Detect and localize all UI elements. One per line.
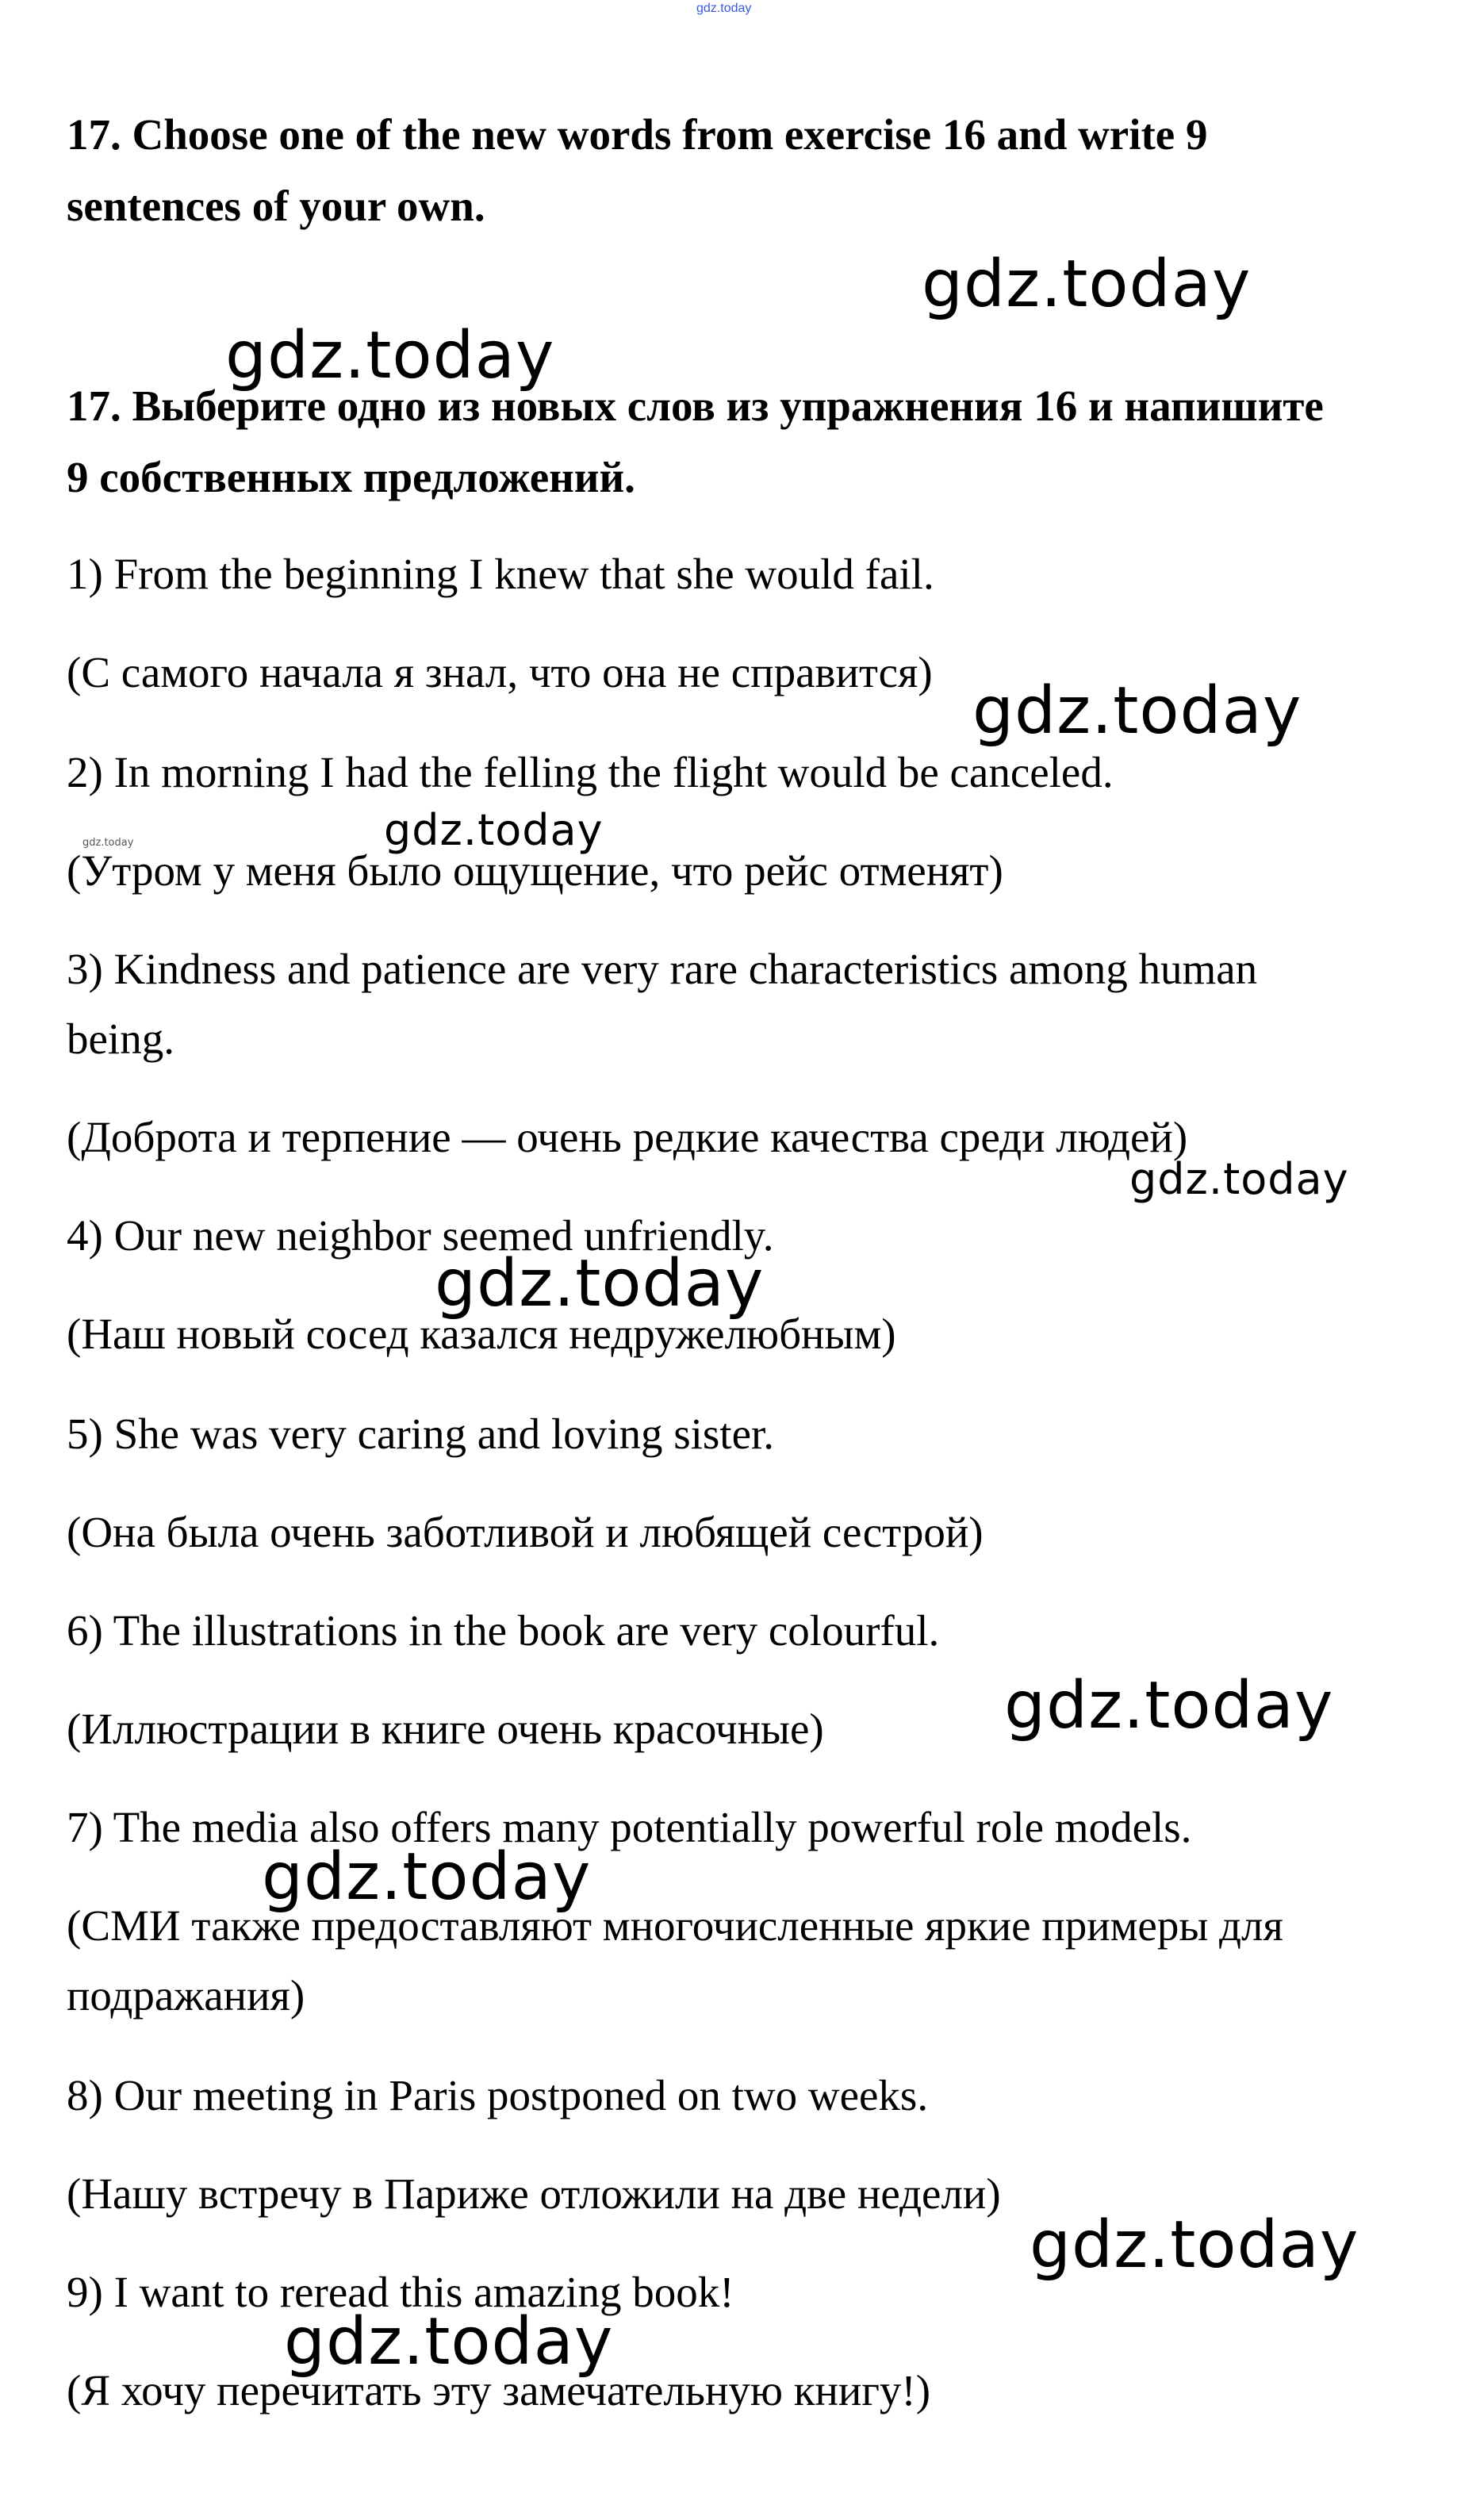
sentence-8-en: 8) Our meeting in Paris postponed on two weeks. bbox=[67, 2071, 929, 2119]
watermark: gdz.today bbox=[284, 2304, 614, 2380]
sentence-8-ru: (Нашу встречу в Париже отложили на две недели) bbox=[67, 2169, 1001, 2218]
sentence-7-ru-line-1: (СМИ также предоставляют многочисленные яркие примеры для bbox=[67, 1901, 1283, 1950]
task-heading-ru-line-2: 9 собственных предложений. bbox=[67, 453, 635, 501]
sentence-7-en: 7) The media also offers many potentially powerful role models. bbox=[67, 1803, 1192, 1851]
watermark: gdz.today bbox=[435, 1246, 765, 1321]
sentence-3-ru: (Доброта и терпение — очень редкие качества среди людей) bbox=[67, 1113, 1188, 1161]
sentence-1-ru: (С самого начала я знал, что она не справится) bbox=[67, 648, 933, 696]
watermark: gdz.today bbox=[922, 247, 1252, 322]
watermark: gdz.today bbox=[1004, 1668, 1334, 1743]
sentence-5-en: 5) She was very caring and loving sister. bbox=[67, 1410, 775, 1458]
sentence-9-en: 9) I want to reread this amazing book! bbox=[67, 2268, 734, 2316]
watermark: gdz.today bbox=[82, 837, 134, 849]
sentence-9-ru: (Я хочу перечитать эту замечательную книгу!) bbox=[67, 2366, 931, 2415]
watermark: gdz.today bbox=[1030, 2207, 1359, 2283]
sentence-3-en-line-1: 3) Kindness and patience are very rare characteristics among human bbox=[67, 945, 1258, 993]
sentence-4-en: 4) Our new neighbor seemed unfriendly. bbox=[67, 1211, 774, 1260]
sentence-7-ru-line-2: подражания) bbox=[67, 1971, 305, 2019]
task-heading-en-line-2: sentences of your own. bbox=[67, 182, 485, 230]
sentence-4-ru: (Наш новый сосед казался недружелюбным) bbox=[67, 1310, 896, 1358]
sentence-6-ru: (Иллюстрации в книге очень красочные) bbox=[67, 1705, 824, 1753]
sentence-2-en: 2) In morning I had the felling the flight would be canceled. bbox=[67, 748, 1114, 796]
source-mark: gdz.today bbox=[696, 2, 752, 15]
task-heading-en-line-1: 17. Choose one of the new words from exercise 16 and write 9 bbox=[67, 110, 1208, 159]
sentence-5-ru: (Она была очень заботливой и любящей сестрой) bbox=[67, 1508, 984, 1556]
sentence-3-en-line-2: being. bbox=[67, 1015, 174, 1063]
sentence-2-ru: (Утром у меня было ощущение, что рейс отменят) bbox=[67, 846, 1003, 895]
watermark: gdz.today bbox=[1129, 1154, 1349, 1204]
task-heading-ru-line-1: 17. Выберите одно из новых слов из упражнения 16 и напишите bbox=[67, 382, 1324, 430]
watermark: gdz.today bbox=[384, 805, 604, 855]
sentence-6-en: 6) The illustrations in the book are very colourful. bbox=[67, 1606, 940, 1655]
watermark: gdz.today bbox=[972, 673, 1302, 749]
watermark: gdz.today bbox=[262, 1839, 592, 1915]
watermark: gdz.today bbox=[225, 318, 555, 393]
sentence-1-en: 1) From the beginning I knew that she would fail. bbox=[67, 550, 934, 598]
